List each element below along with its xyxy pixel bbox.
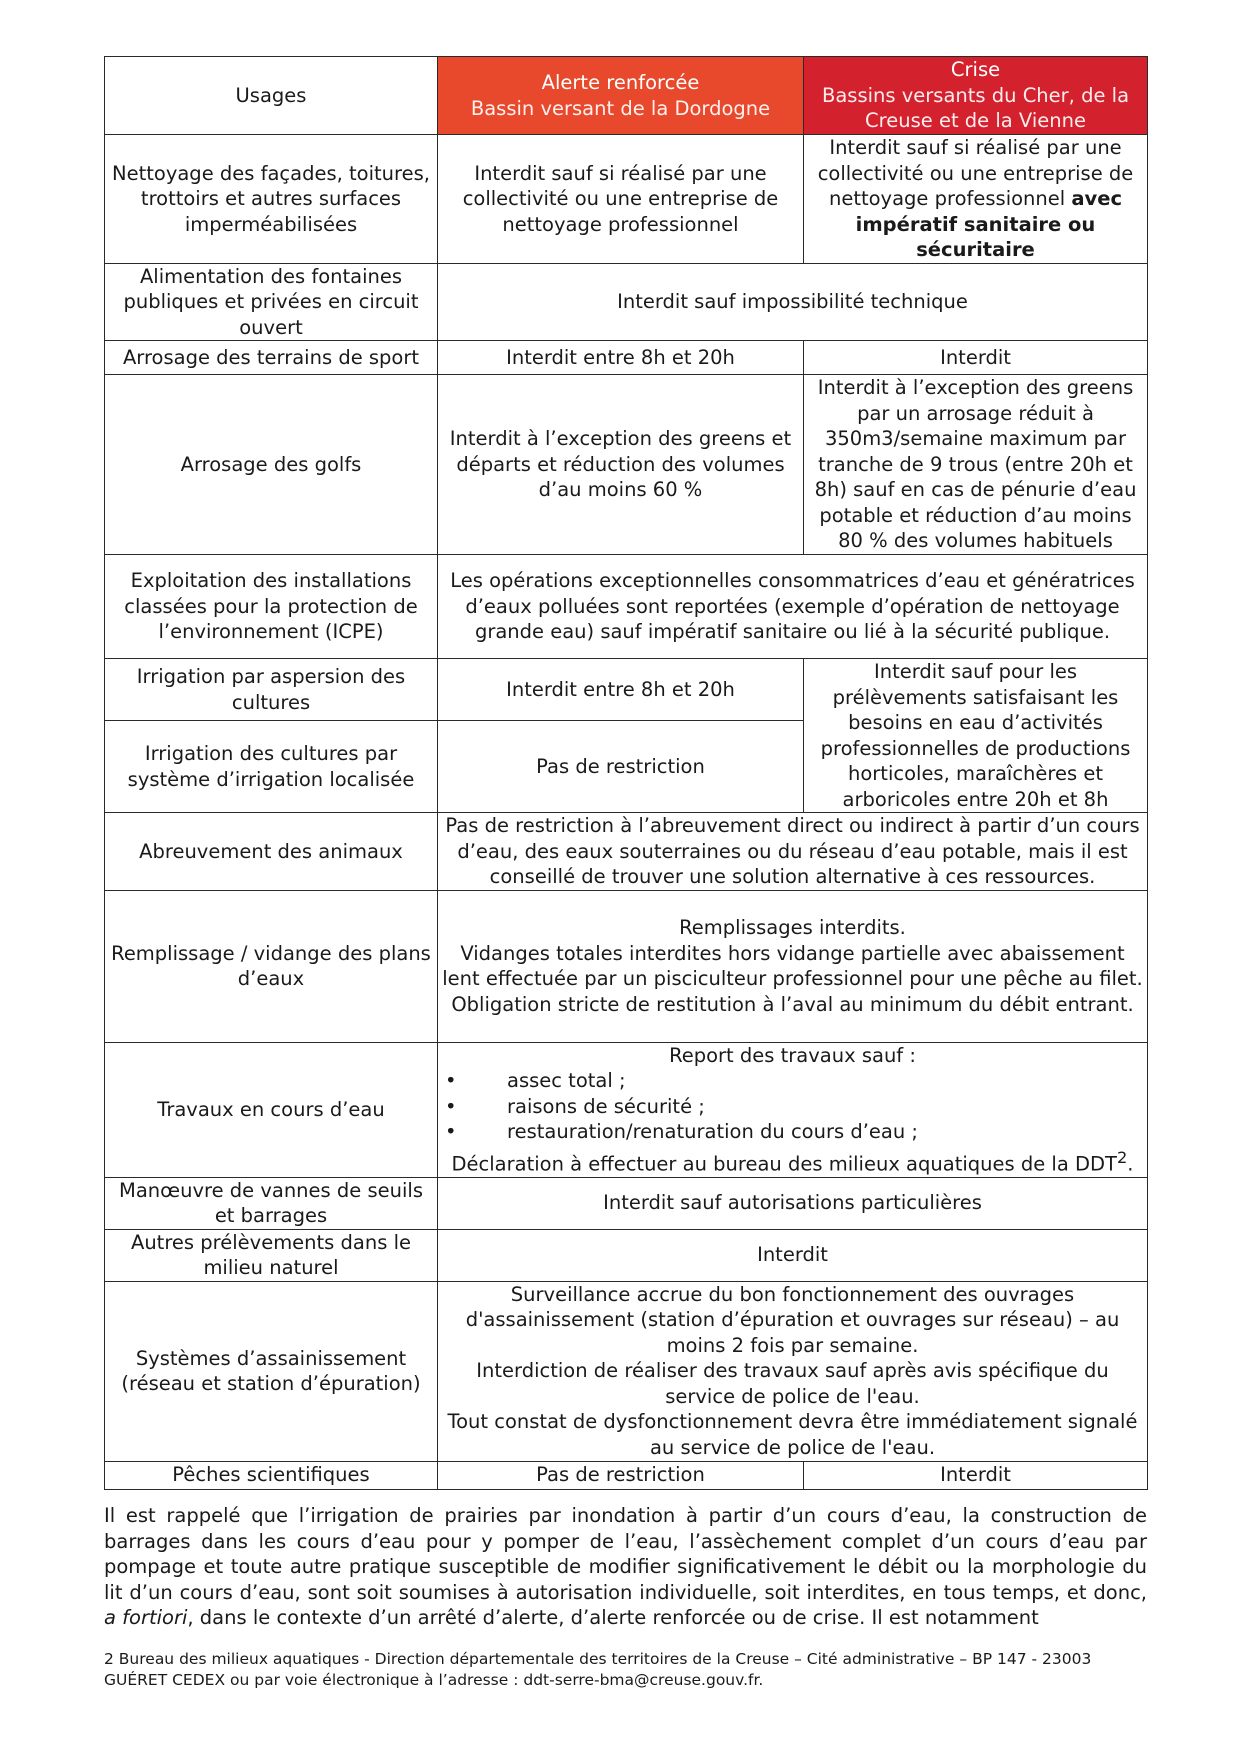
table-row xyxy=(105,1461,1148,1489)
footnote: 2 Bureau des milieux aquatiques - Direction départementale des territoires de la Creuse – Cité administrative – BP 147 - 23003 GUÉRET CEDEX ou par voie électronique à l’adresse : ddt-serre-bma@creuse.gouv.fr. xyxy=(104,1650,1092,1689)
cell-line xyxy=(441,1145,1144,1177)
table-row xyxy=(105,1281,1148,1461)
table-row xyxy=(105,1229,1148,1281)
alerte-cell: Interdit entre 8h et 20h xyxy=(438,341,804,375)
body-paragraph xyxy=(104,1503,1147,1631)
paragraph-text-end: , dans le contexte d’un arrêté d’alerte, d’alerte renforcée ou de crise. Il est notamment xyxy=(187,1606,1039,1630)
list-item: • restauration/renaturation du cours d’eau ; xyxy=(441,1119,1144,1145)
usage-cell: Autres prélèvements dans le milieu naturel xyxy=(105,1229,438,1281)
footnote-marker: 2 xyxy=(1116,1147,1128,1167)
table-row xyxy=(105,555,1148,659)
usage-cell: Irrigation par aspersion des cultures xyxy=(105,659,438,721)
header-crise xyxy=(804,57,1148,135)
header-usages: Usages xyxy=(105,57,438,135)
merged-cell: Les opérations exceptionnelles consommatrices d’eau et génératrices d’eaux polluées sont reportées (exemple d’opération de nettoyage grande eau) sauf impératif sanitaire ou lié à la sécurité publique. xyxy=(438,555,1148,659)
merged-cell: Pas de restriction à l’abreuvement direct ou indirect à partir d’un cours d’eau, des eaux souterraines ou du réseau d’eau potable, mais il est conseillé de trouver une solution alternative à ces ressources. xyxy=(438,813,1148,891)
usage-cell: Arrosage des terrains de sport xyxy=(105,341,438,375)
table-row xyxy=(105,659,1148,721)
crise-title: Crise xyxy=(950,58,1001,82)
alerte-cell: Pas de restriction xyxy=(438,1461,804,1489)
header-alerte-renforcee xyxy=(438,57,804,135)
cell-line: Tout constat de dysfonctionnement devra être immédiatement signalé au service de police de l'eau. xyxy=(447,1410,1138,1459)
alerte-cell: Pas de restriction xyxy=(438,721,804,813)
table-row xyxy=(105,135,1148,264)
table-row xyxy=(105,375,1148,555)
table-row xyxy=(105,341,1148,375)
merged-cell xyxy=(438,1281,1148,1461)
declaration-text: Déclaration à effectuer au bureau des milieux aquatiques de la DDT xyxy=(451,1152,1117,1175)
cell-line: Surveillance accrue du bon fonctionnement des ouvrages d'assainissement (station d’épuration et ouvrages sur réseau) – au moins 2 fois par semaine. xyxy=(465,1282,1120,1357)
merged-cell: Interdit sauf impossibilité technique xyxy=(438,263,1148,341)
usage-cell: Pêches scientifiques xyxy=(105,1461,438,1489)
cell-line: Report des travaux sauf : xyxy=(669,1043,916,1067)
crise-cell: Interdit à l’exception des greens par un arrosage réduit à 350m3/semaine maximum par tranche de 9 trous (entre 20h et 8h) sauf en cas de pénurie d’eau potable et réduction d’au moins 80 % des volumes habituels xyxy=(804,375,1148,555)
alerte-cell: Interdit à l’exception des greens et départs et réduction des volumes d’au moins 60 % xyxy=(438,375,804,555)
usage-cell: Abreuvement des animaux xyxy=(105,813,438,891)
list-item: • raisons de sécurité ; xyxy=(441,1094,1144,1120)
crise-cell: Interdit xyxy=(804,1461,1148,1489)
crise-bold-text: avec impératif sanitaire ou sécuritaire xyxy=(855,187,1123,261)
usage-cell: Remplissage / vidange des plans d’eaux xyxy=(105,890,438,1042)
bullet-list xyxy=(441,1068,1144,1145)
crise-subtitle: Bassins versants du Cher, de la Creuse et de la Vienne xyxy=(821,83,1130,133)
merged-cell: Interdit sauf autorisations particulières xyxy=(438,1177,1148,1229)
cell-line: Remplissages interdits. xyxy=(679,916,906,939)
table-row xyxy=(105,263,1148,341)
table-row xyxy=(105,1177,1148,1229)
cell-line: Vidanges totales interdites hors vidange partielle avec abaissement lent effectuée par un pisciculteur professionnel pour une pêche au filet. xyxy=(442,941,1143,990)
declaration-end: . xyxy=(1127,1152,1134,1175)
cell-line: Obligation stricte de restitution à l’aval au minimum du débit entrant. xyxy=(451,992,1134,1016)
usage-cell: Nettoyage des façades, toitures, trottoirs et autres surfaces imperméabilisées xyxy=(105,135,438,264)
paragraph-italic: a fortiori xyxy=(104,1606,188,1630)
merged-cell: Interdit xyxy=(438,1229,1148,1281)
merged-cell xyxy=(438,1042,1148,1177)
usage-cell: Manœuvre de vannes de seuils et barrages xyxy=(105,1177,438,1229)
usage-cell: Irrigation des cultures par système d’irrigation localisée xyxy=(105,721,438,813)
crise-cell xyxy=(804,135,1148,264)
merged-cell xyxy=(438,890,1148,1042)
restrictions-table xyxy=(104,56,1148,1490)
usage-cell: Arrosage des golfs xyxy=(105,375,438,555)
crise-text: Interdit sauf si réalisé par une collectivité ou une entreprise de nettoyage professionnel xyxy=(817,136,1134,210)
table-row xyxy=(105,890,1148,1042)
table-row xyxy=(105,813,1148,891)
crise-cell: Interdit sauf pour les prélèvements satisfaisant les besoins en eau d’activités professionnelles de productions horticoles, maraîchères et arboricoles entre 20h et 8h xyxy=(804,659,1148,813)
cell-line: Interdiction de réaliser des travaux sauf après avis spécifique du service de police de l'eau. xyxy=(476,1359,1109,1408)
table-header-row xyxy=(105,57,1148,135)
table-row xyxy=(105,1042,1148,1177)
alerte-cell: Interdit entre 8h et 20h xyxy=(438,659,804,721)
usage-cell: Systèmes d’assainissement (réseau et station d’épuration) xyxy=(105,1281,438,1461)
alerte-cell: Interdit sauf si réalisé par une collectivité ou une entreprise de nettoyage professionnel xyxy=(438,135,804,264)
alerte-title: Alerte renforcée xyxy=(541,71,700,94)
usage-cell: Travaux en cours d’eau xyxy=(105,1042,438,1177)
paragraph-text: Il est rappelé que l’irrigation de prairies par inondation à partir d’un cours d’eau, la construction de barrages dans les cours d’eau pour y pomper de l’eau, l’assèchement complet d’un cours d’eau par pompage et toute autre pratique susceptible de modifier significativement le débit ou la morphologie du lit d’un cours d’eau, sont soit soumises à autorisation individuelle, soit interdites, en tous temps, et donc, xyxy=(104,1504,1147,1604)
alerte-subtitle: Bassin versant de la Dordogne xyxy=(470,96,771,120)
usage-cell: Exploitation des installations classées pour la protection de l’environnement (ICPE) xyxy=(105,555,438,659)
usage-cell: Alimentation des fontaines publiques et privées en circuit ouvert xyxy=(105,263,438,341)
list-item: • assec total ; xyxy=(441,1068,1144,1094)
crise-cell: Interdit xyxy=(804,341,1148,375)
